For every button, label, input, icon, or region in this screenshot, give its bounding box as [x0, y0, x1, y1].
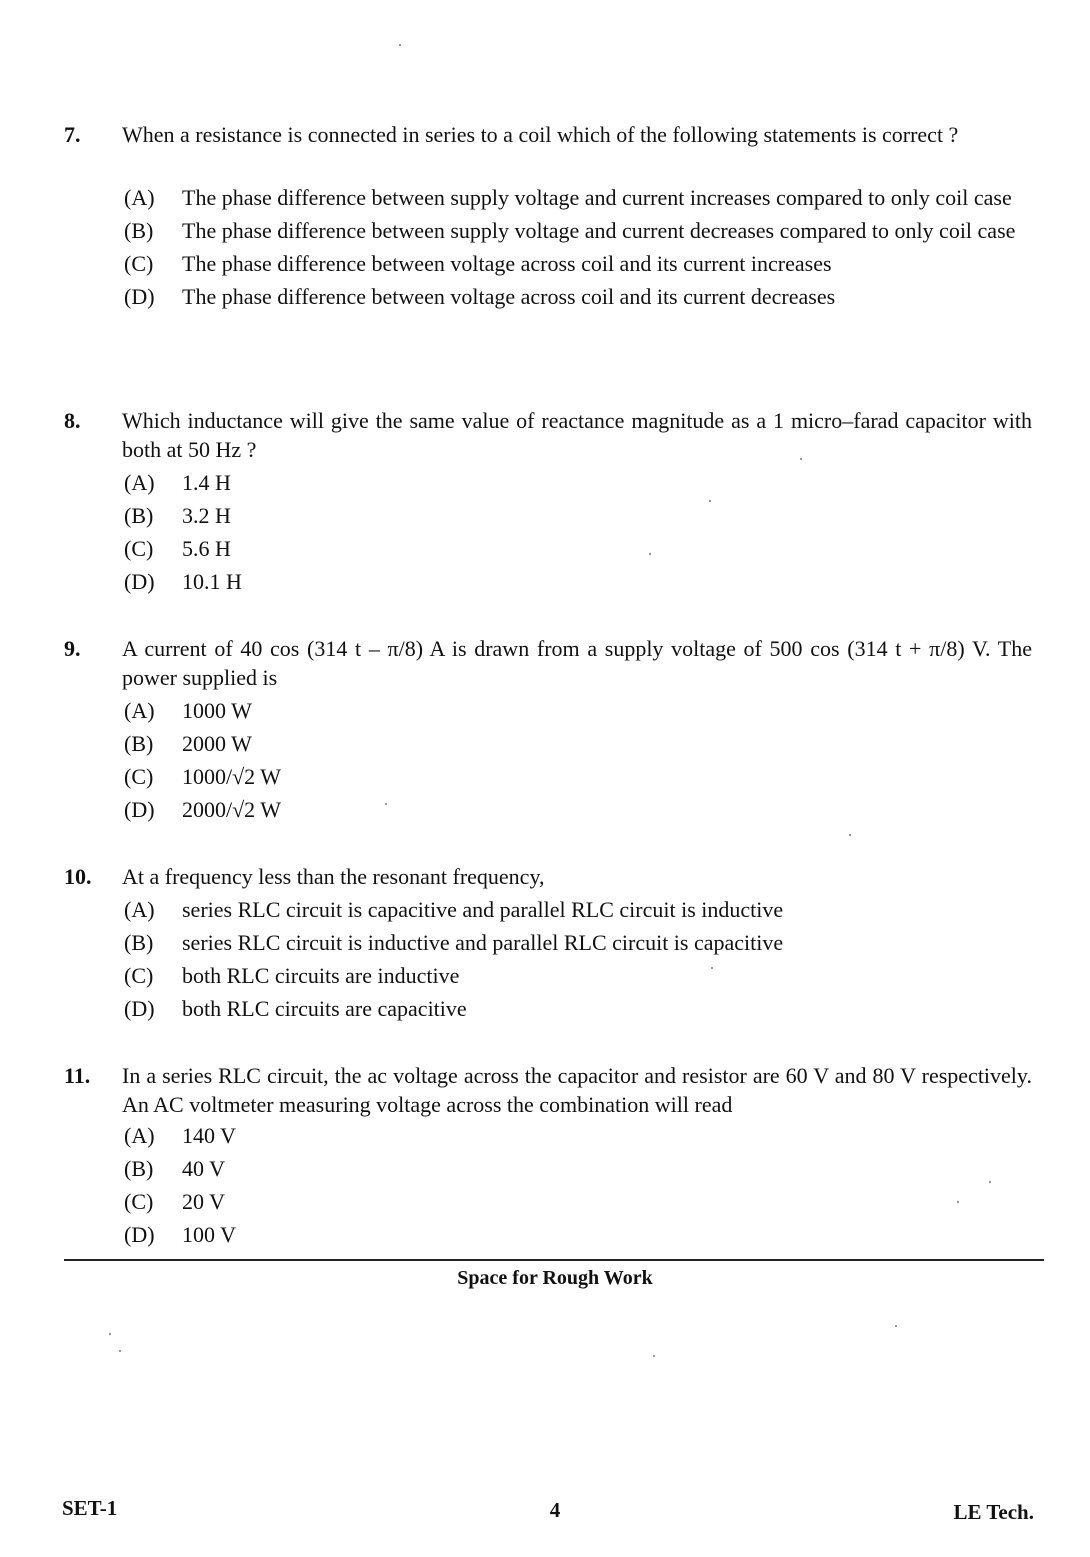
option-label: (D)	[124, 996, 155, 1021]
question-number: 9.	[64, 636, 81, 661]
question-text: At a frequency less than the resonant frequency,	[122, 864, 545, 889]
option-label: (D)	[124, 284, 155, 309]
option-text: The phase difference between supply voltage and current decreases compared to only coil case	[182, 218, 1016, 243]
question-number: 10.	[64, 864, 92, 889]
option-c	[124, 534, 1034, 563]
option-label: (C)	[124, 251, 154, 276]
scan-speck	[399, 44, 401, 46]
option-text: 140 V	[182, 1123, 236, 1148]
scan-speck	[895, 1325, 897, 1327]
option-d	[124, 795, 1034, 824]
option-text: The phase difference between voltage across coil and its current increases	[182, 251, 832, 276]
option-a	[124, 696, 1034, 725]
option-label: (B)	[124, 503, 154, 528]
option-b	[124, 216, 1034, 245]
scan-speck	[109, 1333, 111, 1335]
option-label: (C)	[124, 764, 154, 789]
option-c	[124, 762, 1034, 791]
options-list	[124, 696, 1034, 828]
option-text: 1.4 H	[182, 470, 231, 495]
option-text: series RLC circuit is capacitive and parallel RLC circuit is inductive	[182, 897, 784, 922]
scan-speck	[800, 458, 802, 460]
scan-speck	[711, 967, 713, 969]
question-number: 11.	[64, 1063, 91, 1088]
option-label: (C)	[124, 536, 154, 561]
question-text: Which inductance will give the same value of reactance magnitude as a 1 micro–farad capacitor with both at 50 Hz ?	[122, 408, 1032, 462]
question-text: When a resistance is connected in series to a coil which of the following statements is correct ?	[122, 122, 959, 147]
scan-speck	[957, 1201, 959, 1203]
option-b	[124, 928, 1034, 957]
scan-speck	[849, 834, 851, 836]
footer-page-number: 4	[549, 1498, 561, 1522]
option-label: (A)	[124, 698, 155, 723]
option-text: 40 V	[182, 1156, 225, 1181]
scan-speck	[119, 1350, 121, 1352]
option-text: series RLC circuit is inductive and parallel RLC circuit is capacitive	[182, 930, 784, 955]
footer-set-label: SET-1	[62, 1496, 118, 1520]
option-label: (D)	[124, 797, 155, 822]
option-text: 2000 W	[182, 731, 252, 756]
option-b	[124, 1154, 1034, 1183]
options-list	[124, 183, 1034, 315]
scan-speck	[649, 553, 651, 555]
footer-course-label: LE Tech.	[953, 1500, 1034, 1524]
question-text: A current of 40 cos (314 t – π/8) A is drawn from a supply voltage of 500 cos (314 t + π/8) V. The power supplied is	[122, 636, 1032, 690]
option-label: (D)	[124, 1222, 155, 1247]
option-label: (A)	[124, 470, 155, 495]
option-d	[124, 994, 1034, 1023]
option-label: (C)	[124, 1189, 154, 1214]
options-list	[124, 468, 1034, 600]
option-label: (B)	[124, 930, 154, 955]
option-label: (C)	[124, 963, 154, 988]
option-label: (A)	[124, 897, 155, 922]
option-label: (B)	[124, 731, 154, 756]
option-b	[124, 729, 1034, 758]
option-c	[124, 249, 1034, 278]
option-d	[124, 1220, 1034, 1249]
option-text: 5.6 H	[182, 536, 231, 561]
option-c	[124, 961, 1034, 990]
scan-speck	[385, 803, 387, 805]
question-text: In a series RLC circuit, the ac voltage across the capacitor and resistor are 60 V and 80 V respectively. An AC voltmeter measuring voltage across the combination will read	[122, 1063, 1032, 1117]
option-d	[124, 282, 1034, 311]
option-text: both RLC circuits are capacitive	[182, 996, 467, 1021]
question-number: 8.	[64, 408, 81, 433]
scan-speck	[653, 1355, 655, 1357]
option-label: (A)	[124, 185, 155, 210]
option-text: 1000/√2 W	[182, 764, 282, 789]
option-text: 20 V	[182, 1189, 225, 1214]
scan-speck	[709, 500, 711, 502]
option-label: (A)	[124, 1123, 155, 1148]
option-label: (B)	[124, 1156, 154, 1181]
option-a	[124, 468, 1034, 497]
option-c	[124, 1187, 1034, 1216]
option-label: (D)	[124, 569, 155, 594]
option-text: 1000 W	[182, 698, 252, 723]
option-text: 100 V	[182, 1222, 236, 1247]
option-a	[124, 895, 1034, 924]
option-text: 2000/√2 W	[182, 797, 282, 822]
option-text: 3.2 H	[182, 503, 231, 528]
option-text: both RLC circuits are inductive	[182, 963, 460, 988]
option-a	[124, 1121, 1034, 1150]
rough-work-label: Space for Rough Work	[457, 1267, 653, 1289]
option-text: 10.1 H	[182, 569, 242, 594]
option-a	[124, 183, 1034, 212]
scan-speck	[989, 1181, 991, 1183]
option-text: The phase difference between voltage across coil and its current decreases	[182, 284, 836, 309]
question-number: 7.	[64, 122, 81, 147]
option-label: (B)	[124, 218, 154, 243]
options-list	[124, 1121, 1034, 1253]
option-d	[124, 567, 1034, 596]
rough-work-divider	[64, 1259, 1044, 1261]
options-list	[124, 895, 1034, 1027]
option-b	[124, 501, 1034, 530]
option-text: The phase difference between supply voltage and current increases compared to only coil case	[182, 185, 1012, 210]
